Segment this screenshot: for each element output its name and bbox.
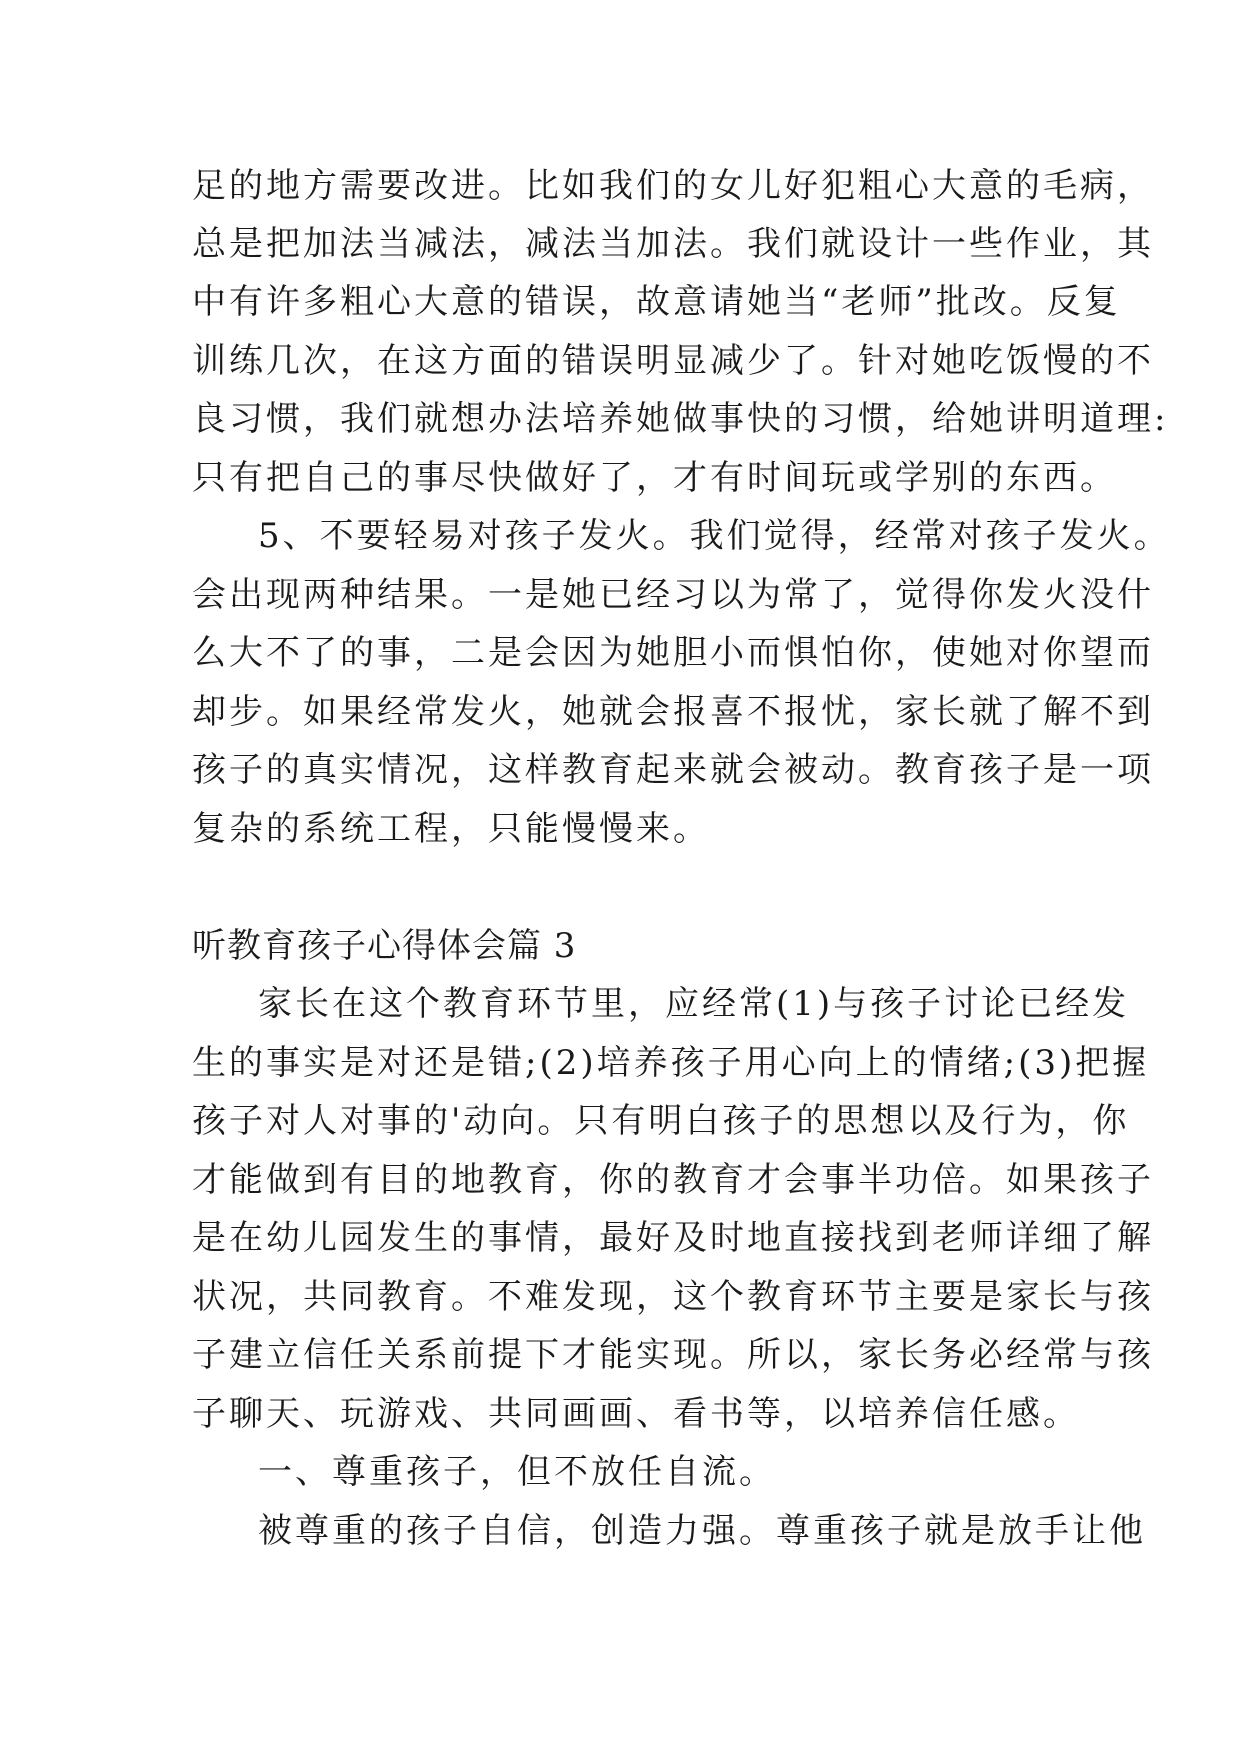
paragraph-line: 才能做到有目的地教育，你的教育才会事半功倍。如果孩子 — [192, 1160, 1154, 1200]
paragraph-line: 5、不要轻易对孩子发火。我们觉得，经常对孩子发火。 — [258, 516, 1171, 556]
paragraph-line: 一、尊重孩子，但不放任自流。 — [258, 1452, 776, 1492]
paragraph-line: 孩子的真实情况，这样教育起来就会被动。教育孩子是一项 — [192, 750, 1154, 790]
paragraph-line: 状况，共同教育。不难发现，这个教育环节主要是家长与孩 — [192, 1277, 1154, 1317]
paragraph-line: 孩子对人对事的'动向。只有明白孩子的思想以及行为，你 — [192, 1101, 1130, 1141]
paragraph-line: 么大不了的事，二是会因为她胆小而惧怕你，使她对你望而 — [192, 633, 1154, 673]
paragraph-line: 复杂的系统工程，只能慢慢来。 — [192, 809, 710, 849]
section-heading: 听教育孩子心得体会篇 3 — [192, 926, 577, 966]
paragraph-line: 子建立信任关系前提下才能实现。所以，家长务必经常与孩 — [192, 1335, 1154, 1375]
paragraph-line: 良习惯，我们就想办法培养她做事快的习惯，给她讲明道理: — [192, 399, 1169, 439]
paragraph-line: 中有许多粗心大意的错误，故意请她当“老师”批改。反复 — [192, 282, 1121, 322]
paragraph-line: 家长在这个教育环节里，应经常(1)与孩子讨论已经发 — [258, 984, 1130, 1024]
paragraph-line: 会出现两种结果。一是她已经习以为常了，觉得你发火没什 — [192, 575, 1154, 615]
paragraph-line: 子聊天、玩游戏、共同画画、看书等，以培养信任感。 — [192, 1394, 1080, 1434]
paragraph-line: 足的地方需要改进。比如我们的女儿好犯粗心大意的毛病， — [192, 166, 1154, 206]
paragraph-line: 却步。如果经常发火，她就会报喜不报忧，家长就了解不到 — [192, 692, 1154, 732]
paragraph-line: 是在幼儿园发生的事情，最好及时地直接找到老师详细了解 — [192, 1218, 1154, 1258]
paragraph-line: 训练几次，在这方面的错误明显减少了。针对她吃饭慢的不 — [192, 341, 1154, 381]
paragraph-line: 只有把自己的事尽快做好了，才有时间玩或学别的东西。 — [192, 458, 1117, 498]
paragraph-line: 生的事实是对还是错;(2)培养孩子用心向上的情绪;(3)把握 — [192, 1043, 1150, 1083]
paragraph-line: 总是把加法当减法，减法当加法。我们就设计一些作业，其 — [192, 224, 1154, 264]
paragraph-line: 被尊重的孩子自信，创造力强。尊重孩子就是放手让他 — [258, 1511, 1146, 1551]
